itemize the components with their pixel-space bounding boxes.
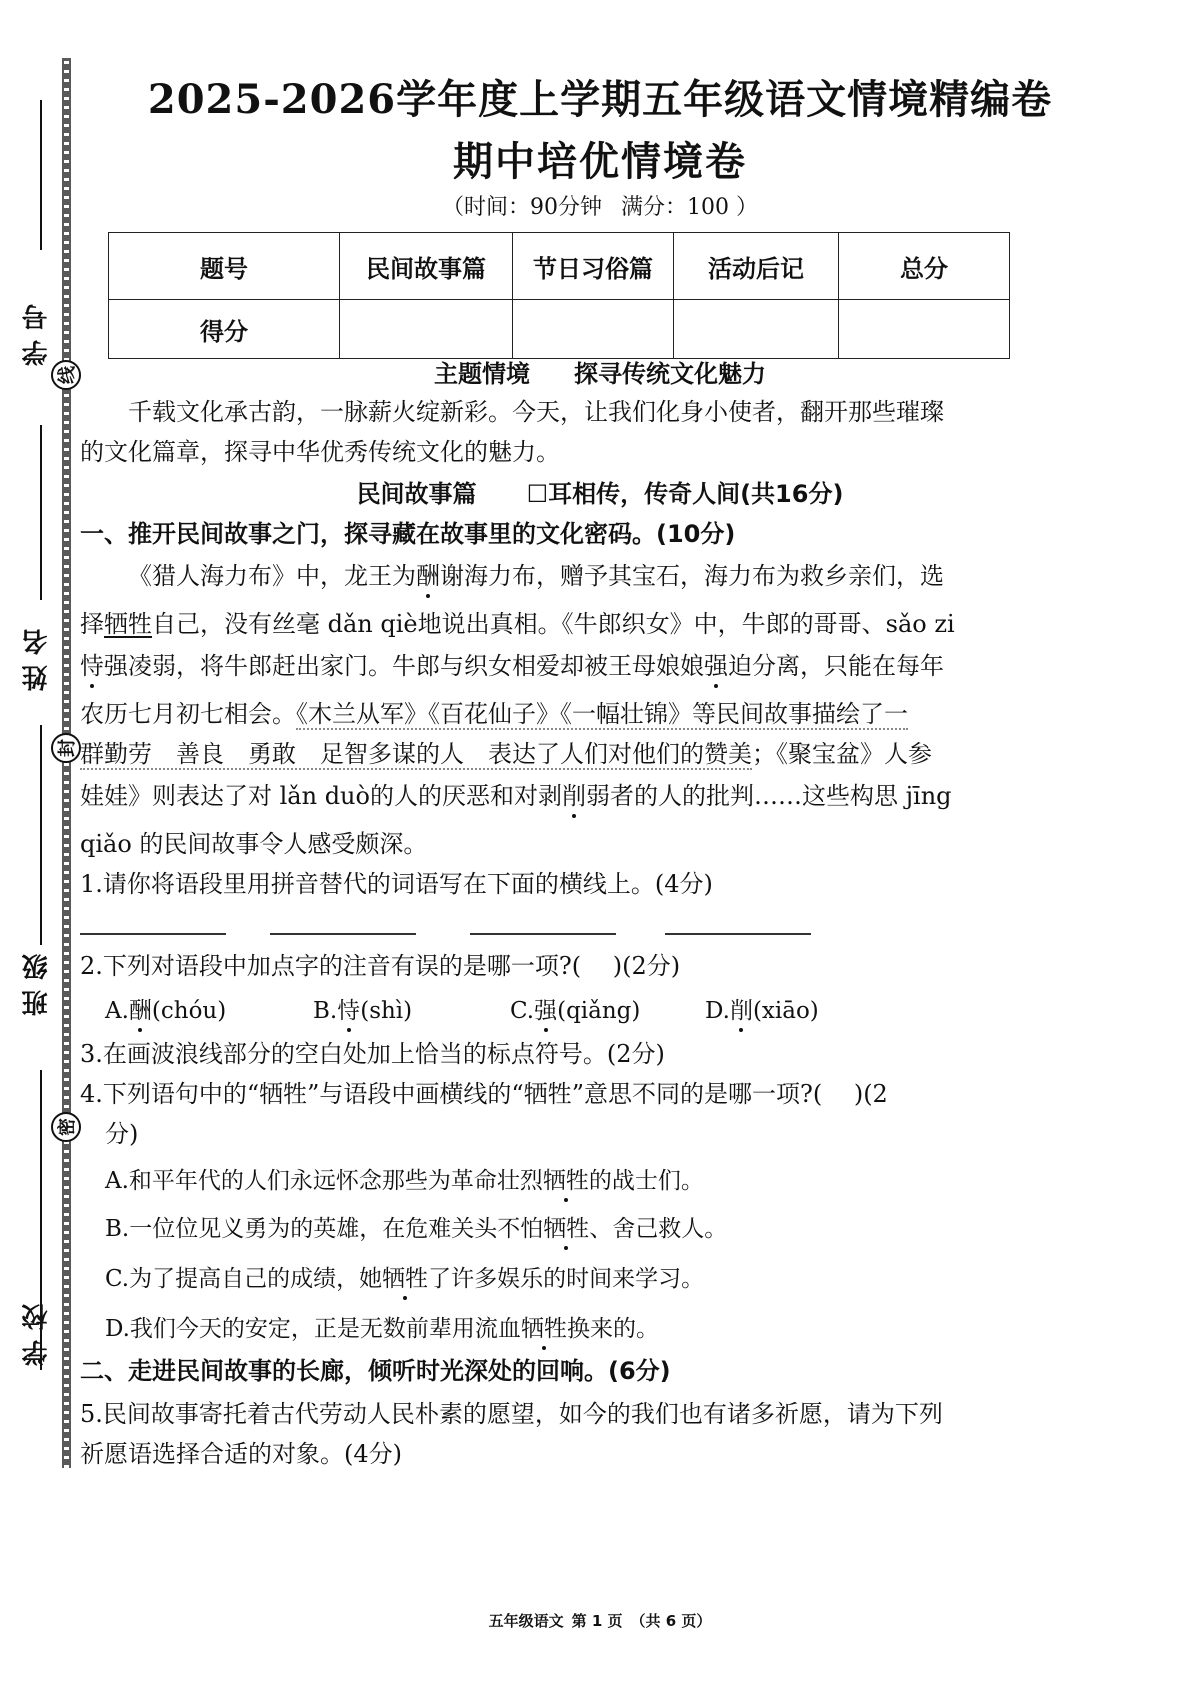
question-5-cont: 祈愿语选择合适的对象。(4分) <box>80 1440 402 1468</box>
student-id-label: 学号 <box>22 294 52 366</box>
part1-heading: 一、推开民间故事之门，探寻藏在故事里的文化密码。(10分) <box>80 520 736 548</box>
option-pinyin: (shì) <box>360 998 413 1024</box>
school-label: 学校 <box>22 1294 52 1366</box>
text: 弱者的人的批判……这些构思 jīng <box>585 782 952 810</box>
dotted-word: 牺牲 <box>542 1168 589 1194</box>
q2-option-d[interactable] <box>705 992 819 1025</box>
section-heading <box>100 480 1100 509</box>
passage-line: qiǎo 的民间故事令人感受颇深。 <box>80 830 428 858</box>
dotted-char: 强 <box>534 998 558 1024</box>
question-4: 4.下列语句中的“牺牲”与语段中画横线的“牺牲”意思不同的是哪一项?( )(2 <box>80 1080 888 1108</box>
name-line[interactable] <box>40 425 42 600</box>
header-cell: 节日习俗篇 <box>513 233 674 300</box>
exam-subtitle: 期中培优情境卷 <box>453 138 747 185</box>
q4-option-c[interactable] <box>105 1260 704 1293</box>
dotted-char: 酬 <box>416 562 440 590</box>
wavy-underlined-text: 《木兰从军》《百花仙子》《一幅壮锦》等民间故事描绘了一 <box>296 700 908 728</box>
score-table-header-row <box>109 233 1010 300</box>
answer-blank[interactable] <box>470 933 616 935</box>
header-cell: 民间故事篇 <box>340 233 513 300</box>
header-cell: 总分 <box>839 233 1010 300</box>
score-cell[interactable] <box>839 300 1010 359</box>
dotted-char: 削 <box>561 782 586 810</box>
class-label: 班级 <box>22 944 52 1016</box>
intro-line: 千载文化承古韵，一脉薪火绽新彩。今天，让我们化身小使者，翻开那些璀璨 <box>128 398 944 426</box>
question-4-cont: 分) <box>105 1120 139 1148</box>
q2-option-b[interactable] <box>313 992 412 1025</box>
student-id-line[interactable] <box>40 100 42 250</box>
theme-title: 探寻传统文化魅力 <box>574 360 766 388</box>
time-info: （时间：90分钟 <box>442 195 602 220</box>
dotted-word: 牺牲 <box>382 1266 429 1292</box>
text: B.一位位见义勇为的英雄，在危难关头不怕 <box>105 1216 544 1242</box>
theme-heading <box>100 354 1100 389</box>
exam-title: 2025-2026学年度上学期五年级语文情境精编卷 <box>147 76 1053 123</box>
class-line[interactable] <box>40 725 42 945</box>
footer-total: （共 6 页） <box>630 1612 712 1630</box>
text: 了许多娱乐的时间来学习。 <box>428 1266 705 1292</box>
seal-line-mark: 线 <box>51 360 81 390</box>
score-table-score-row <box>109 300 1010 359</box>
text: D.我们今天的安定，正是无数前辈用流血 <box>105 1316 521 1342</box>
page-footer <box>100 1610 1100 1631</box>
passage-line <box>80 700 1040 729</box>
full-score-info: 满分：100 ） <box>621 195 758 220</box>
answer-blank[interactable] <box>665 933 811 935</box>
option-pinyin: (chóu) <box>151 998 227 1024</box>
q2-option-c[interactable] <box>510 992 640 1025</box>
text: A.和平年代的人们永远怀念那些为革命壮烈 <box>105 1168 543 1194</box>
row-label: 得分 <box>109 300 340 359</box>
part2-heading: 二、走进民间故事的长廊，倾听时光深处的回响。(6分) <box>80 1357 671 1385</box>
text: 的战士们。 <box>588 1168 704 1194</box>
passage-line <box>80 610 1040 639</box>
underlined-word: 牺牲 <box>104 610 152 638</box>
section-name: 民间故事篇 <box>356 480 477 508</box>
score-table <box>108 232 1010 359</box>
section-subtitle: ☐耳相传，传奇人间(共16分) <box>526 480 844 508</box>
q2-option-a[interactable] <box>105 992 226 1025</box>
text: 择 <box>80 610 104 638</box>
option-letter: B. <box>313 998 338 1024</box>
question-5: 5.民间故事寄托着古代劳动人民朴素的愿望，如今的我们也有诸多祈愿，请为下列 <box>80 1400 943 1428</box>
text: 迫分离，只能在每年 <box>728 652 944 680</box>
name-label: 姓名 <box>22 619 52 691</box>
option-pinyin: (xiāo) <box>752 998 819 1024</box>
score-cell[interactable] <box>340 300 513 359</box>
option-letter: D. <box>705 998 730 1024</box>
text: 自己，没有丝毫 dǎn qiè地说出真相。《牛郎织女》中，牛郎的哥哥、sǎo zi <box>152 610 955 638</box>
score-cell[interactable] <box>513 300 674 359</box>
seal-secret-mark: 密 <box>51 1112 81 1142</box>
dotted-word: 牺牲 <box>520 1316 567 1342</box>
answer-blank[interactable] <box>80 933 226 935</box>
text: ；《聚宝盆》人参 <box>752 740 932 768</box>
q4-option-a[interactable] <box>105 1162 704 1195</box>
passage-line <box>80 562 1040 591</box>
header-cell: 活动后记 <box>674 233 839 300</box>
question-1: 1.请你将语段里用拼音替代的词语写在下面的横线上。(4分) <box>80 870 713 898</box>
footer-subject: 五年级语文 <box>488 1612 564 1630</box>
passage-line <box>80 740 1040 769</box>
option-pinyin: (qiǎng) <box>557 998 641 1024</box>
text: 娃娃》则表达了对 lǎn duò的人的厌恶和对剥 <box>80 782 562 810</box>
dotted-char: 削 <box>729 998 753 1024</box>
text: 换来的。 <box>566 1316 659 1342</box>
dotted-char: 强 <box>704 652 728 680</box>
text: 、舍己救人。 <box>589 1216 728 1242</box>
text: C.为了提高自己的成绩，她 <box>105 1266 383 1292</box>
dotted-char: 恃 <box>337 998 361 1024</box>
answer-blank[interactable] <box>270 933 416 935</box>
header-cell: 题号 <box>109 233 340 300</box>
dotted-char: 酬 <box>128 998 152 1024</box>
theme-label: 主题情境 <box>434 360 530 388</box>
question-2: 2.下列对语段中加点字的注音有误的是哪一项?( )(2分) <box>80 952 681 980</box>
score-cell[interactable] <box>674 300 839 359</box>
passage-line <box>80 782 1040 811</box>
option-letter: C. <box>510 998 535 1024</box>
option-letter: A. <box>105 998 129 1024</box>
q4-option-b[interactable] <box>105 1210 727 1243</box>
dotted-char: 恃 <box>80 652 104 680</box>
exam-info <box>100 190 1100 221</box>
text: 强凌弱，将牛郎赶出家门。牛郎与织女相爱却被王母娘娘 <box>104 652 704 680</box>
wavy-underlined-text: 群勤劳 善良 勇敢 足智多谋的人 表达了人们对他们的赞美 <box>80 740 752 768</box>
footer-page: 第 1 页 <box>571 1612 623 1630</box>
text: 农历七月初七相会。 <box>80 700 296 728</box>
q4-option-d[interactable] <box>105 1310 659 1343</box>
text: 谢海力布，赠予其宝石，海力布为救乡亲们，选 <box>440 562 944 590</box>
text: 《猎人海力布》中，龙王为 <box>128 562 416 590</box>
seal-seal-mark: 封 <box>51 733 81 763</box>
dotted-word: 牺牲 <box>543 1216 590 1242</box>
question-3: 3.在画波浪线部分的空白处加上恰当的标点符号。(2分) <box>80 1040 665 1068</box>
intro-line: 的文化篇章，探寻中华优秀传统文化的魅力。 <box>80 438 560 466</box>
passage-line <box>80 652 1040 681</box>
binding-strip <box>62 58 71 1468</box>
